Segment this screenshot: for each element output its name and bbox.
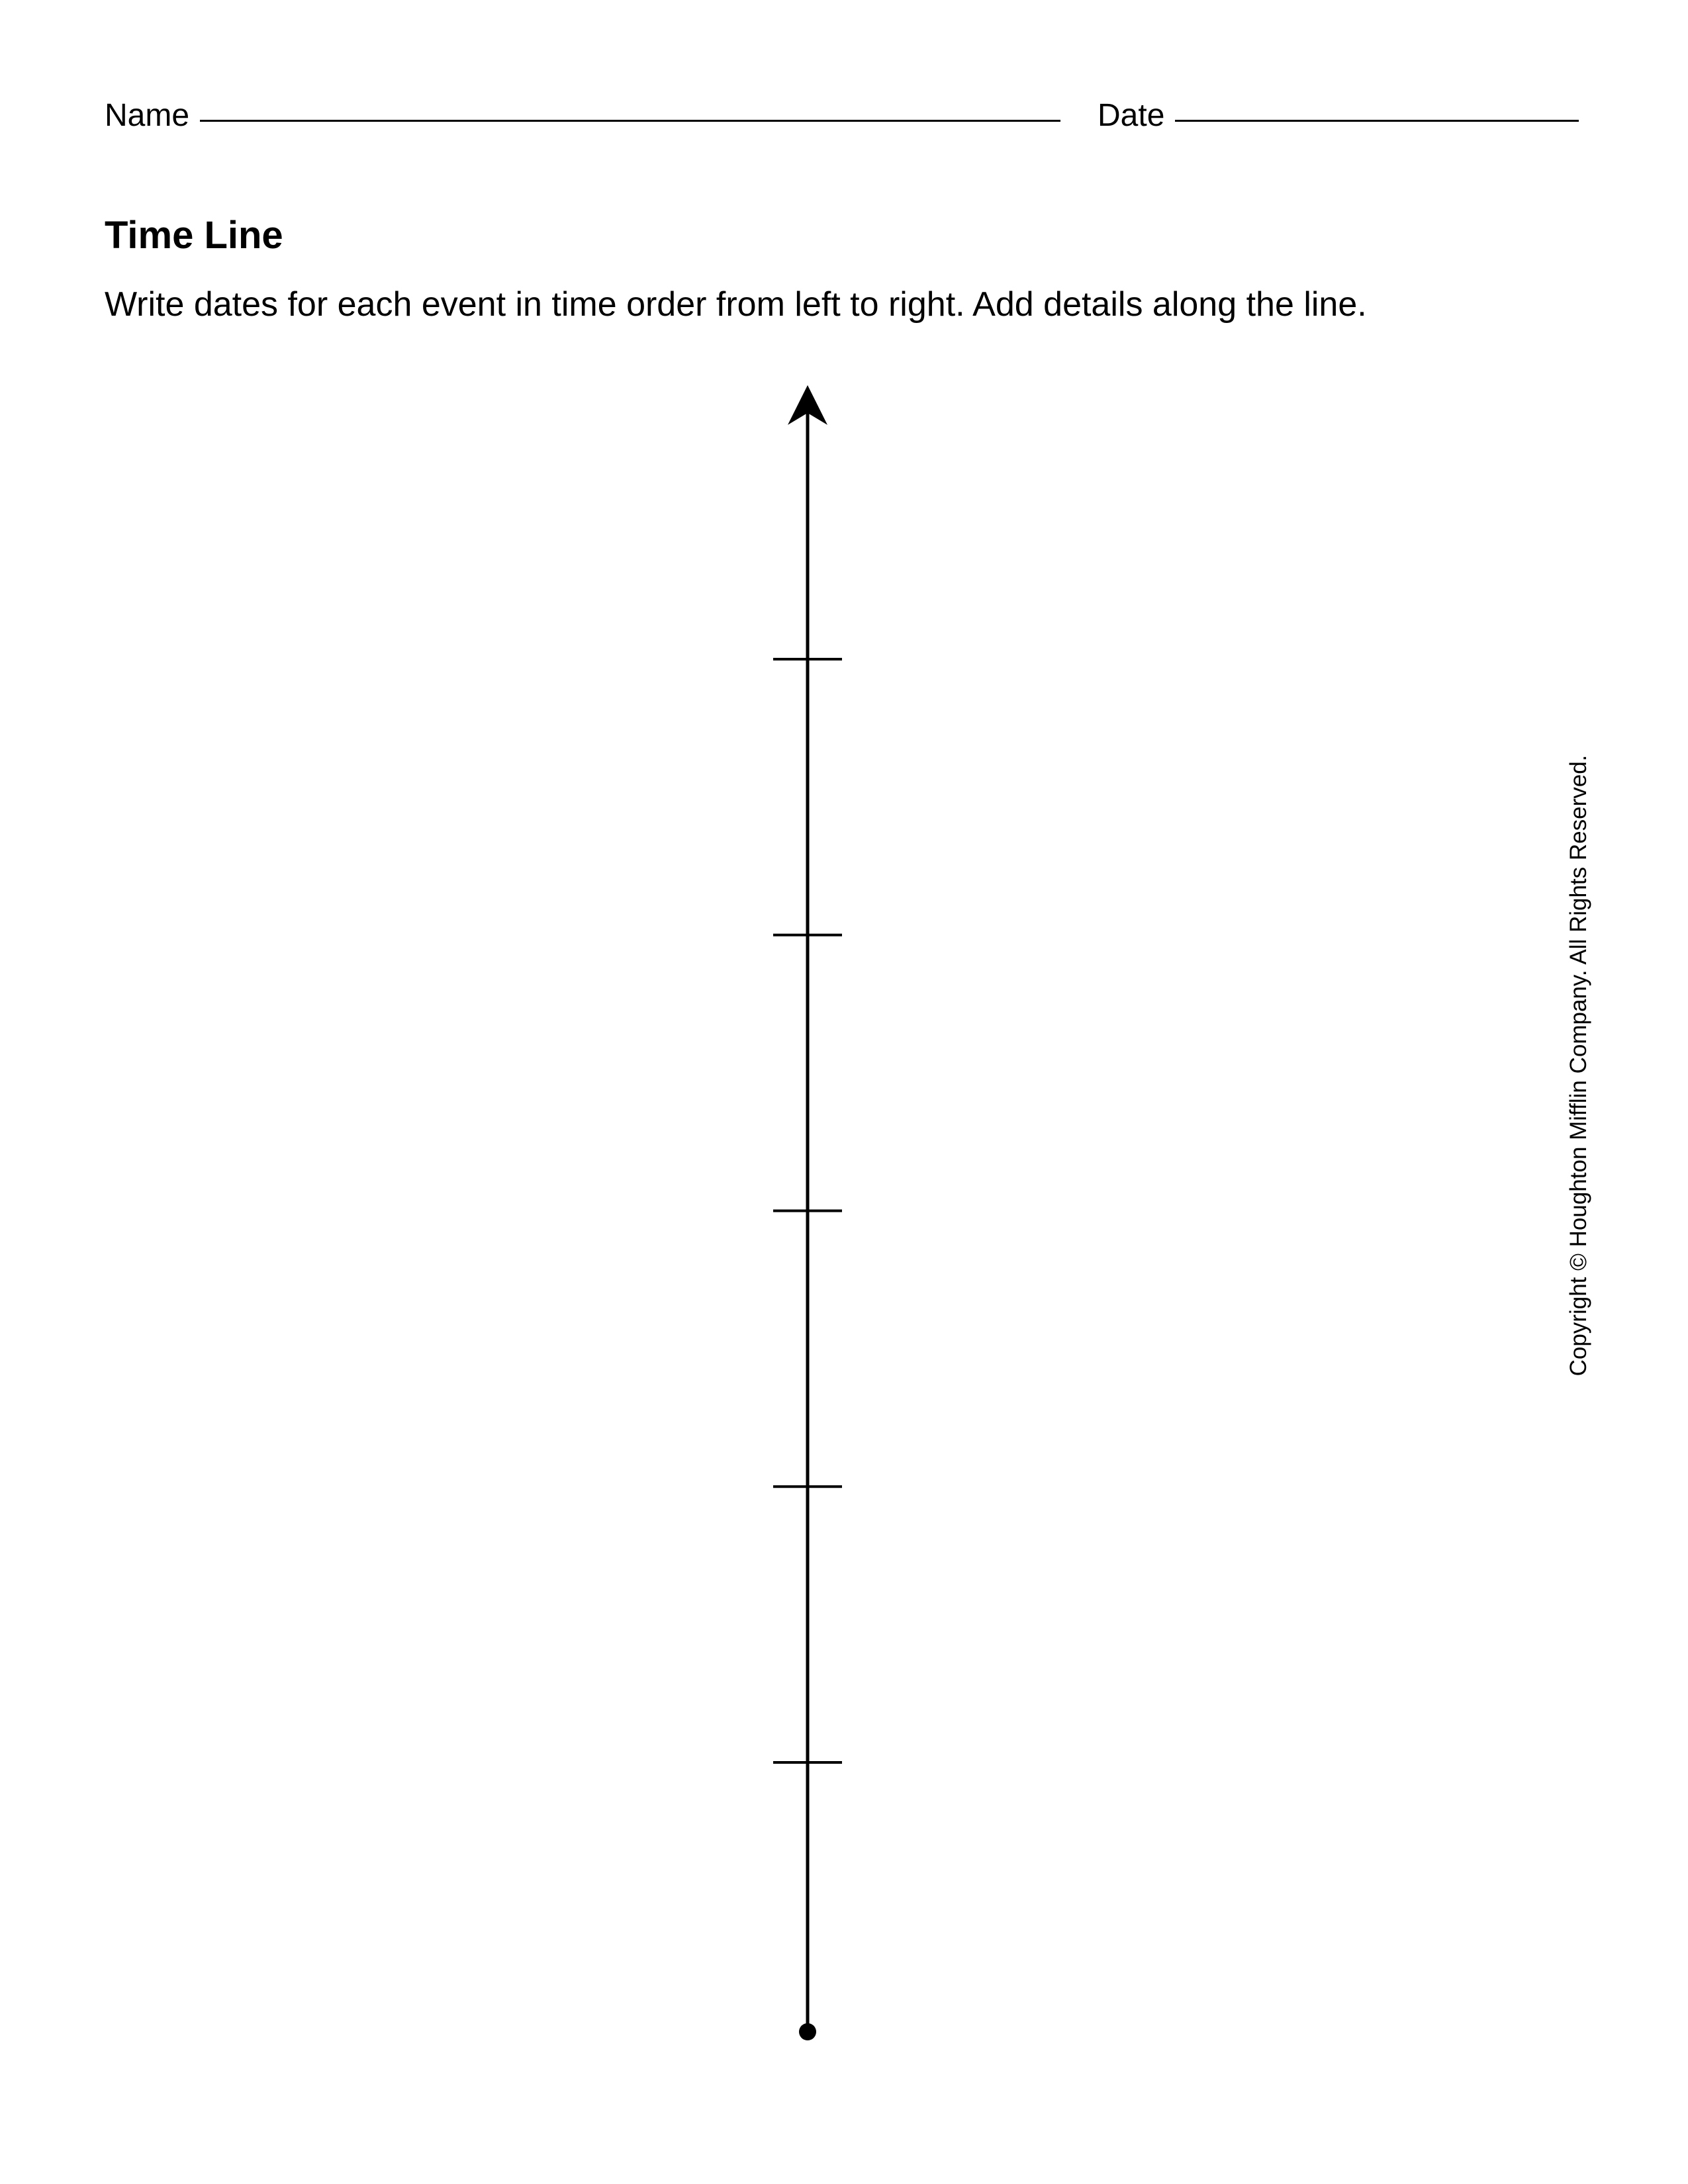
instructions-text: Write dates for each event in time order from left to right. Add details along the line.	[105, 285, 1367, 324]
copyright-notice: Copyright © Houghton Mifflin Company. All Rights Reserved.	[1566, 754, 1591, 1377]
timeline-start-dot-icon	[799, 2023, 816, 2040]
page-title: Time Line	[105, 214, 283, 257]
name-label: Name	[105, 98, 190, 133]
date-label: Date	[1098, 98, 1165, 133]
